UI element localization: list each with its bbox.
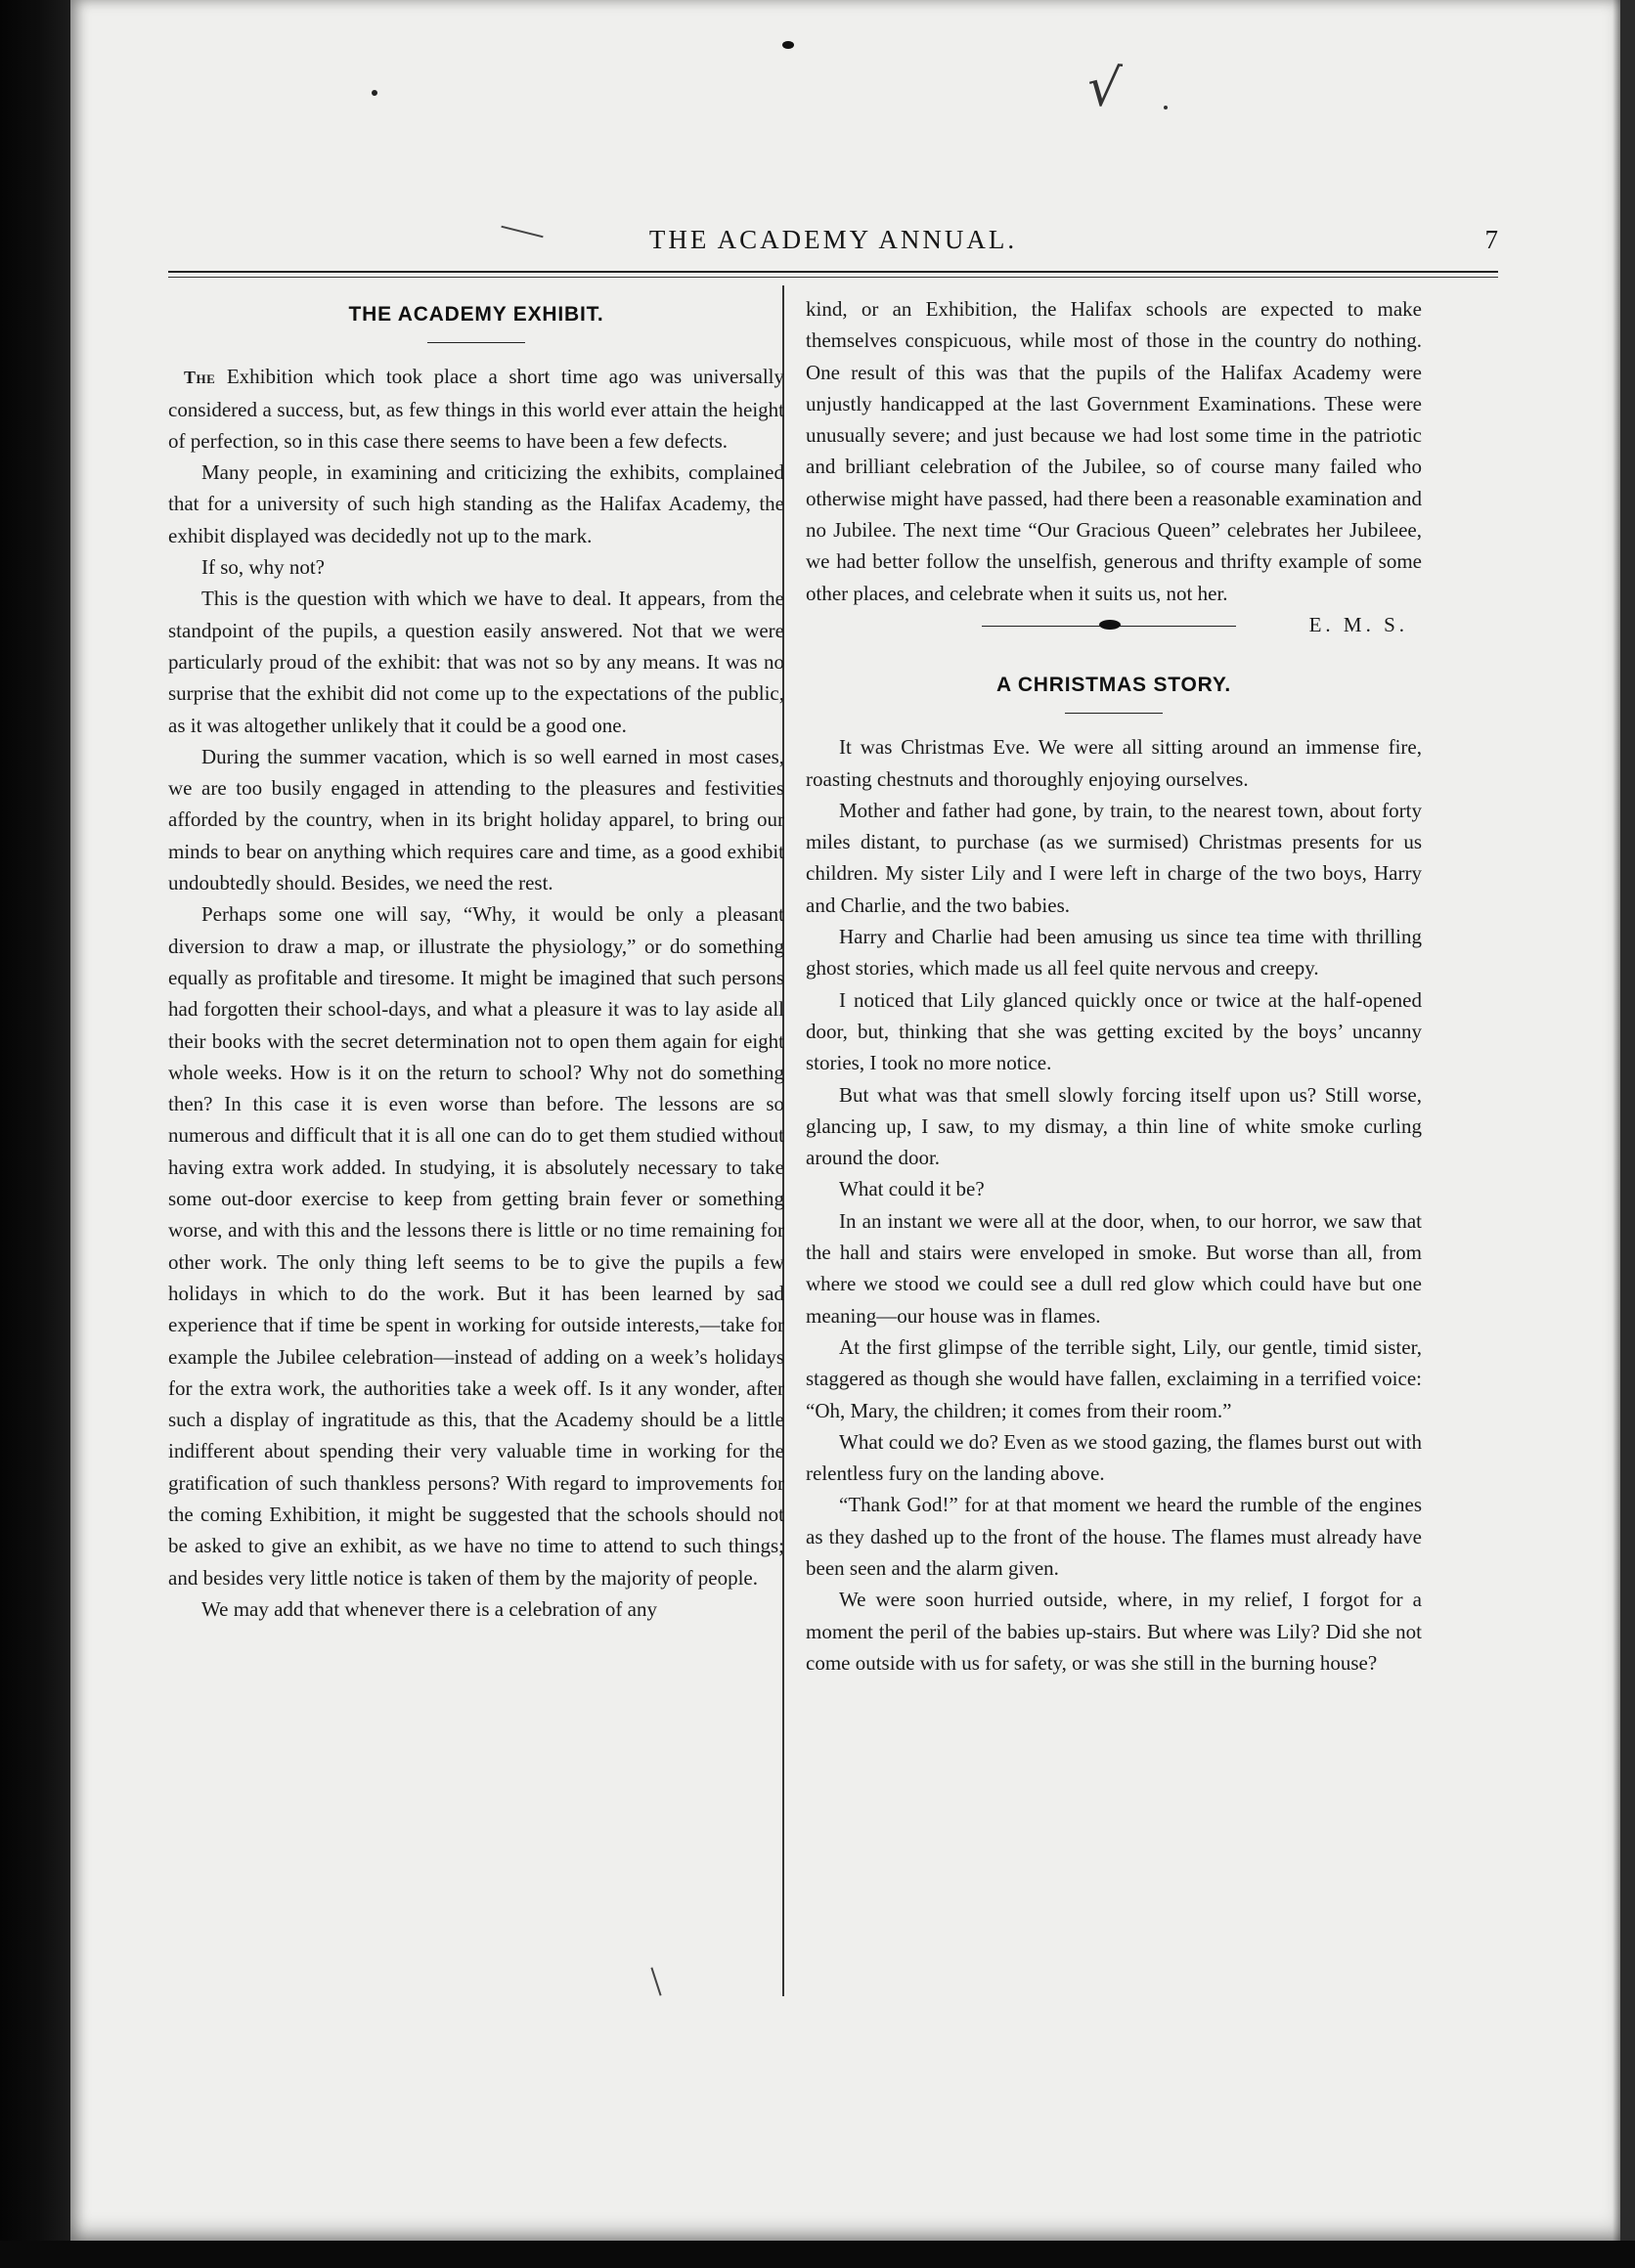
story-heading: A CHRISTMAS STORY. <box>996 673 1231 696</box>
page-number: 7 <box>1484 225 1498 254</box>
article-paragraph: This is the question with which we have to deal. It appears, from the standpoint of the pupils, a question easily answered. Not that we were particularly proud of the exhibit: that was not so by any means. It was no surprise that the exhibit did not come up to the expectations of the public, as it was altogether unlikely that it could be a good one. <box>168 587 784 737</box>
story-paragraph: Harry and Charlie had been amusing us since tea time with thrilling ghost stories, which made us all feel quite nervous and creepy. <box>806 925 1422 981</box>
article-paragraph: During the summer vacation, which is so well earned in most cases, we are too busily engaged in attending to the pleasures and festivities afforded by the country, when in its bright holiday apparel, to bring our minds to bear on anything which requires care and time, as a good exhibit undoubtedly should. Besides, we need the rest. <box>168 744 784 895</box>
story-paragraph: But what was that smell slowly forcing itself upon us? Still worse, glancing up, I saw, to my dismay, a thin line of white smoke curling around the door. <box>806 1082 1422 1170</box>
story-paragraph: In an instant we were all at the door, when, to our horror, we saw that the hall and stairs were enveloped in smoke. But worse than all, from where we stood we could see a dull red glow which could have but one meaning—our house was in flames. <box>806 1208 1422 1328</box>
story-paragraph: What could we do? Even as we stood gazing, the flames burst out with relentless fury on the landing above. <box>806 1429 1422 1486</box>
pencil-stroke <box>650 1967 661 1995</box>
lead-word: The <box>184 368 216 388</box>
story-paragraph: What could it be? <box>839 1177 985 1201</box>
story-paragraph: “Thank God!” for at that moment we heard the rumble of the engines as they dashed up to the front of the house. The flames must already have been seen and the alarm given. <box>806 1493 1422 1580</box>
ink-speck <box>1164 106 1168 109</box>
scan-dark-bottom <box>0 2241 1635 2268</box>
article-paragraph: The Exhibition which took place a short time ago was universally considered a success, but, as few things in this world ever attain the height of perfection, so in this case there seems to have been a few defects. <box>168 365 784 453</box>
right-column <box>806 293 1422 1679</box>
newspaper-page <box>70 0 1620 2241</box>
ornament-icon <box>1099 620 1121 630</box>
page-header <box>168 225 1498 260</box>
signature-line <box>806 609 1422 644</box>
author-signature: E. M. S. <box>1308 612 1408 636</box>
article-paragraph: If so, why not? <box>201 555 325 580</box>
pencil-check-mark: √ <box>1084 55 1124 120</box>
article-heading: THE ACADEMY EXHIBIT. <box>348 303 604 326</box>
article-paragraph: Many people, in examining and criticizing the exhibits, complained that for a university of such high standing as the Halifax Academy, the exhibit displayed was decidedly not up to the mark. <box>168 460 784 547</box>
header-rule <box>168 271 1498 273</box>
story-paragraph: I noticed that Lily glanced quickly once or twice at the half-opened door, but, thinking that she was getting excited by the boys’ uncanny stories, I took no more notice. <box>806 987 1422 1075</box>
header-rule-thin <box>168 277 1498 278</box>
story-paragraph: It was Christmas Eve. We were all sitting around an immense fire, roasting chestnuts and thoroughly enjoying ourselves. <box>806 735 1422 791</box>
heading-rule <box>427 342 525 343</box>
running-title: THE ACADEMY ANNUAL. <box>648 225 1018 254</box>
article-paragraph: We may add that whenever there is a celebration of any <box>201 1596 657 1621</box>
heading-rule <box>1065 713 1163 714</box>
story-paragraph: We were soon hurried outside, where, in my relief, I forgot for a moment the peril of the babies up-stairs. But where was Lily? Did she not come outside with us for safety, or was she still in the burning house? <box>806 1588 1422 1675</box>
ink-speck <box>782 41 794 49</box>
ink-speck <box>372 90 377 96</box>
story-paragraph: Mother and father had gone, by train, to the nearest town, about forty miles distant, to purchase (as we surmised) Christmas presents for us children. My sister Lily and I were left in charge of the two boys, Harry and Charlie, and the two babies. <box>806 798 1422 917</box>
article-paragraph-continued: kind, or an Exhibition, the Halifax schools are expected to make themselves conspicuous, while most of those in the country do nothing. One result of this was that the pupils of the Halifax Academy were unjustly handicapped at the last Government Examinations. These were unusually severe; and just because we had lost some time in the patriotic and brilliant celebration of the Jubilee, so of course many failed who otherwise might have passed, had there been a reasonable examination and no Jubilee. The next time “Our Gracious Queen” celebrates her Jubileee, we had better follow the unselfish, generous and thrifty example of some other places, and celebrate when it suits us, not her. <box>806 297 1422 605</box>
story-paragraph: At the first glimpse of the terrible sight, Lily, our gentle, timid sister, staggered as though she would have fallen, exclaiming in a terrified voice: “Oh, Mary, the children; it comes from their room.” <box>806 1334 1422 1422</box>
left-column <box>168 293 784 1625</box>
scan-dark-edge <box>0 0 70 2268</box>
article-paragraph: Perhaps some one will say, “Why, it would be only a pleasant diversion to draw a map, or illustrate the physiology,” or do something equally as profitable and tiresome. It might be imagined that such persons had forgotten their school-days, and what a pleasure it was to lay aside all their books with the secret determination not to open them again for eight whole weeks. How is it on the return to school? Why not do something then? In this case it is even worse than before. The lessons are so numerous and difficult that it is all one can do to get them studied without having extra work added. In studying, it is absolutely necessary to take some out-door exercise to keep from getting brain fever or something worse, and with this and the lessons there is little or no time remaining for other work. The only thing left seems to be to give the pupils a few holidays in which to do the work. But it has been learned by sad experience that if time be spent in working for outside interests,—take for example the Jubilee celebration—instead of adding on a week’s holidays for the extra work, the authorities take a week off. Is it any wonder, after such a display of ingratitude as this, that the Academy should be a little indifferent about spending their very valuable time in working for the gratification of such thankless persons? With regard to improvements for the coming Exhibition, it might be suggested that the schools should not be asked to give an exhibit, as we have no time to attend to such things; and besides very little notice is taken of them by the majority of people. <box>168 902 784 1590</box>
